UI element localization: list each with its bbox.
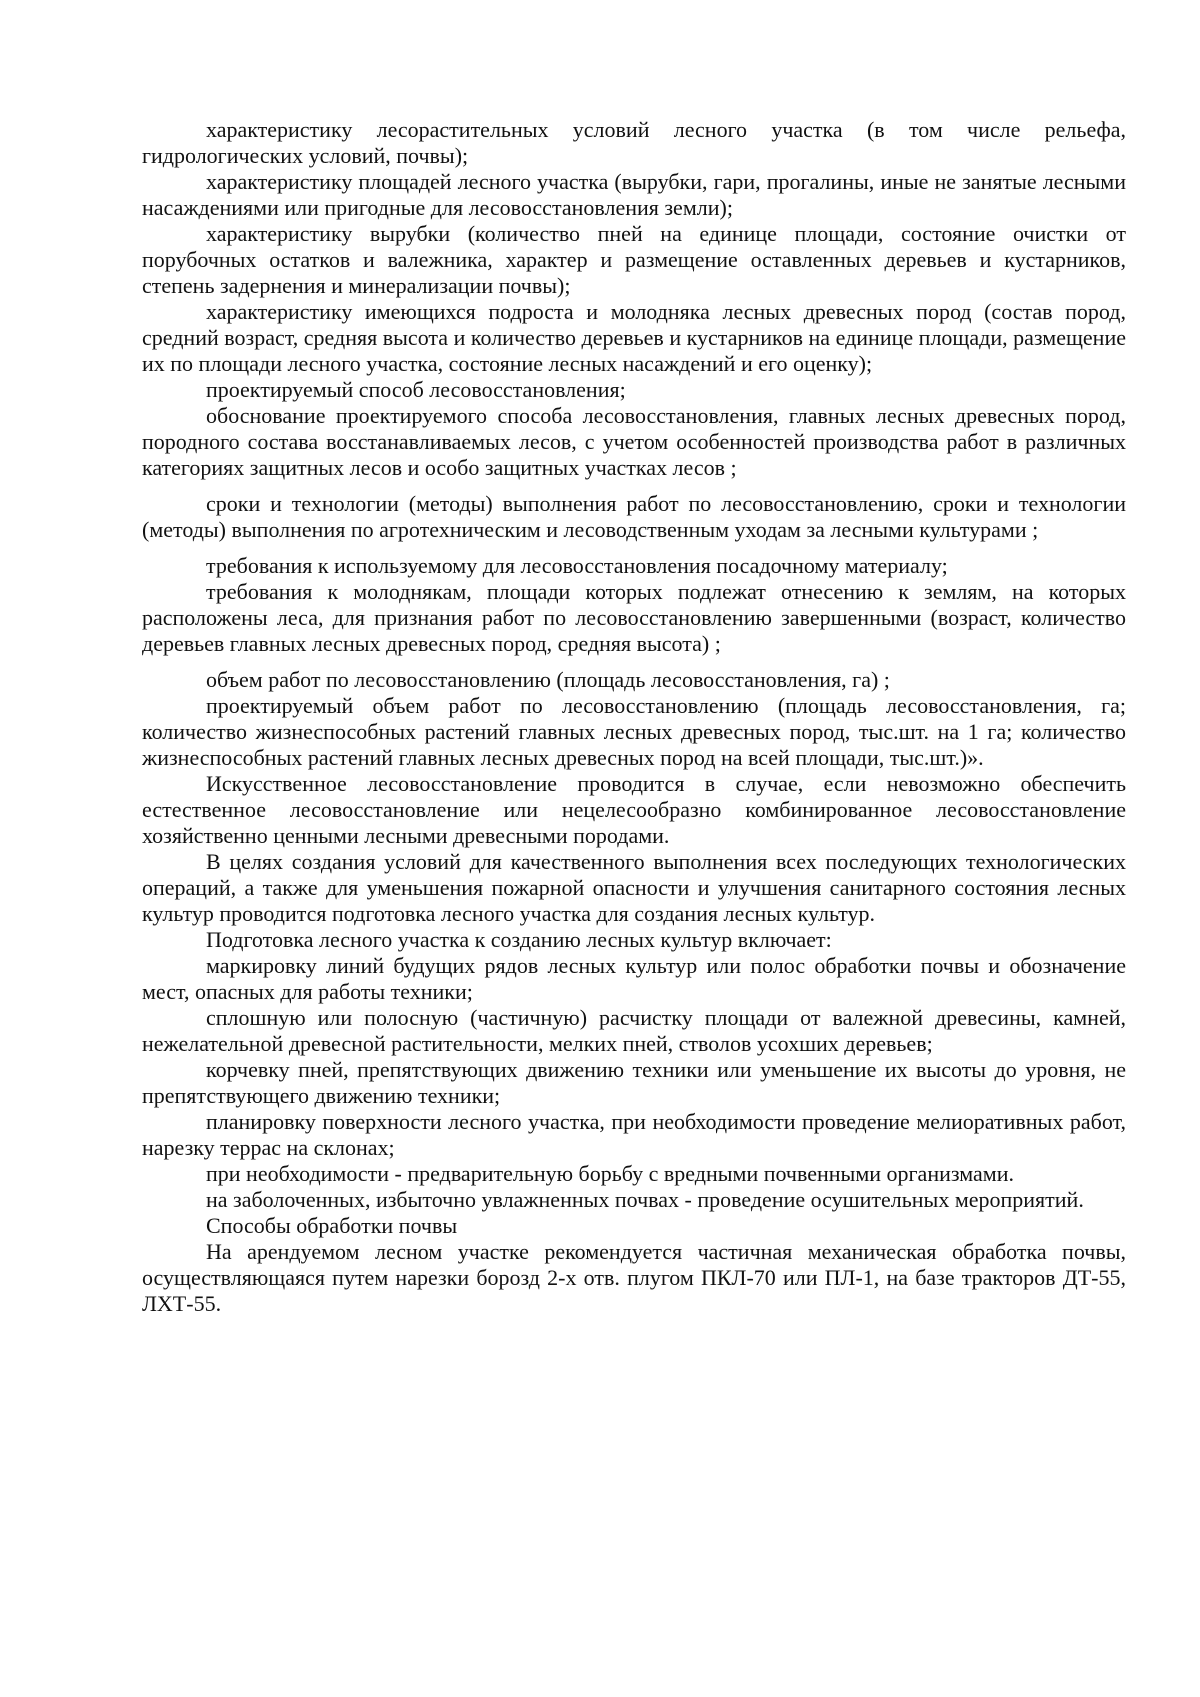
paragraph-undergrowth-characteristics: характеристику имеющихся подроста и молодняка лесных древесных пород (состав пород, средний возраст, средняя высота и количество деревьев и кустарников на единице площади, размещение их по площади лесного участка, состояние лесных насаждений и его оценку); bbox=[142, 299, 1126, 376]
paragraph-pest-control: при необходимости - предварительную борьбу с вредными почвенными организмами. bbox=[206, 1161, 1014, 1186]
paragraph-row-marking: маркировку линий будущих рядов лесных культур или полос обработки почвы и обозначение мест, опасных для работы техники; bbox=[142, 953, 1126, 1004]
paragraph-site-preparation-includes: Подготовка лесного участка к созданию лесных культур включает: bbox=[206, 927, 832, 952]
paragraph-soil-treatment-recommendation: На арендуемом лесном участке рекомендуется частичная механическая обработка почвы, осуществляющаяся путем нарезки борозд 2-х отв. плугом ПКЛ-70 или ПЛ-1, на базе тракторов ДТ-55, ЛХТ-55. bbox=[142, 1239, 1126, 1316]
paragraph-drainage: на заболоченных, избыточно увлажненных почвах - проведение осушительных мероприятий. bbox=[206, 1187, 1084, 1212]
paragraph-method-justification: обоснование проектируемого способа лесовосстановления, главных лесных древесных пород, породного состава восстанавливаемых лесов, с учетом особенностей производства работ в различных категориях защитных лесов и особо защитных участках лесов ; bbox=[142, 403, 1126, 480]
paragraph-reforestation-method: проектируемый способ лесовосстановления; bbox=[206, 377, 626, 402]
paragraph-artificial-reforestation: Искусственное лесовосстановление проводится в случае, если невозможно обеспечить естественное лесовосстановление или нецелесообразно комбинированное лесовосстановление хозяйственно ценными лесными древесными породами. bbox=[142, 771, 1126, 848]
paragraph-area-clearing: сплошную или полосную (частичную) расчистку площади от валежной древесины, камней, нежелательной древесной растительности, мелких пней, стволов усохших деревьев; bbox=[142, 1005, 1126, 1056]
paragraph-projected-volume: проектируемый объем работ по лесовосстановлению (площадь лесовосстановления, га; количество жизнеспособных растений главных лесных древесных пород, тыс.шт. на 1 га; количество жизнеспособных растений главных лесных древесных пород на всей площади, тыс.шт.)». bbox=[142, 693, 1126, 770]
paragraph-stump-removal: корчевку пней, препятствующих движению техники или уменьшение их высоты до уровня, не препятствующего движению техники; bbox=[142, 1057, 1126, 1108]
paragraph-site-preparation-purpose: В целях создания условий для качественного выполнения всех последующих технологических операций, а также для уменьшения пожарной опасности и улучшения санитарного состояния лесных культур проводится подготовка лесного участка для создания лесных культур. bbox=[142, 849, 1126, 926]
paragraph-surface-leveling: планировку поверхности лесного участка, при необходимости проведение мелиоративных работ, нарезку террас на склонах; bbox=[142, 1109, 1126, 1160]
paragraph-timing-technology: сроки и технологии (методы) выполнения работ по лесовосстановлению, сроки и технологии (методы) выполнения по агротехническим и лесоводственным уходам за лесными культурами ; bbox=[142, 491, 1126, 542]
paragraph-young-stand-requirements: требования к молоднякам, площади которых подлежат отнесению к землям, на которых расположены леса, для признания работ по лесовосстановлению завершенными (возраст, количество деревьев главных лесных древесных пород, средняя высота) ; bbox=[142, 579, 1126, 656]
paragraph-area-characteristics: характеристику площадей лесного участка (вырубки, гари, прогалины, иные не занятые лесными насаждениями или пригодные для лесовосстановления земли); bbox=[142, 169, 1126, 220]
paragraph-relief-conditions: характеристику лесорастительных условий лесного участка (в том числе рельефа, гидрологических условий, почвы); bbox=[142, 117, 1126, 168]
section-heading-soil-treatment: Способы обработки почвы bbox=[206, 1213, 458, 1238]
paragraph-planting-material: требования к используемому для лесовосстановления посадочному материалу; bbox=[206, 553, 948, 578]
paragraph-work-volume: объем работ по лесовосстановлению (площадь лесовосстановления, га) ; bbox=[206, 667, 890, 692]
paragraph-clearing-characteristics: характеристику вырубки (количество пней на единице площади, состояние очистки от порубочных остатков и валежника, характер и размещение оставленных деревьев и кустарников, степень задернения и минерализации почвы); bbox=[142, 221, 1126, 298]
document-page bbox=[142, 117, 1126, 1317]
